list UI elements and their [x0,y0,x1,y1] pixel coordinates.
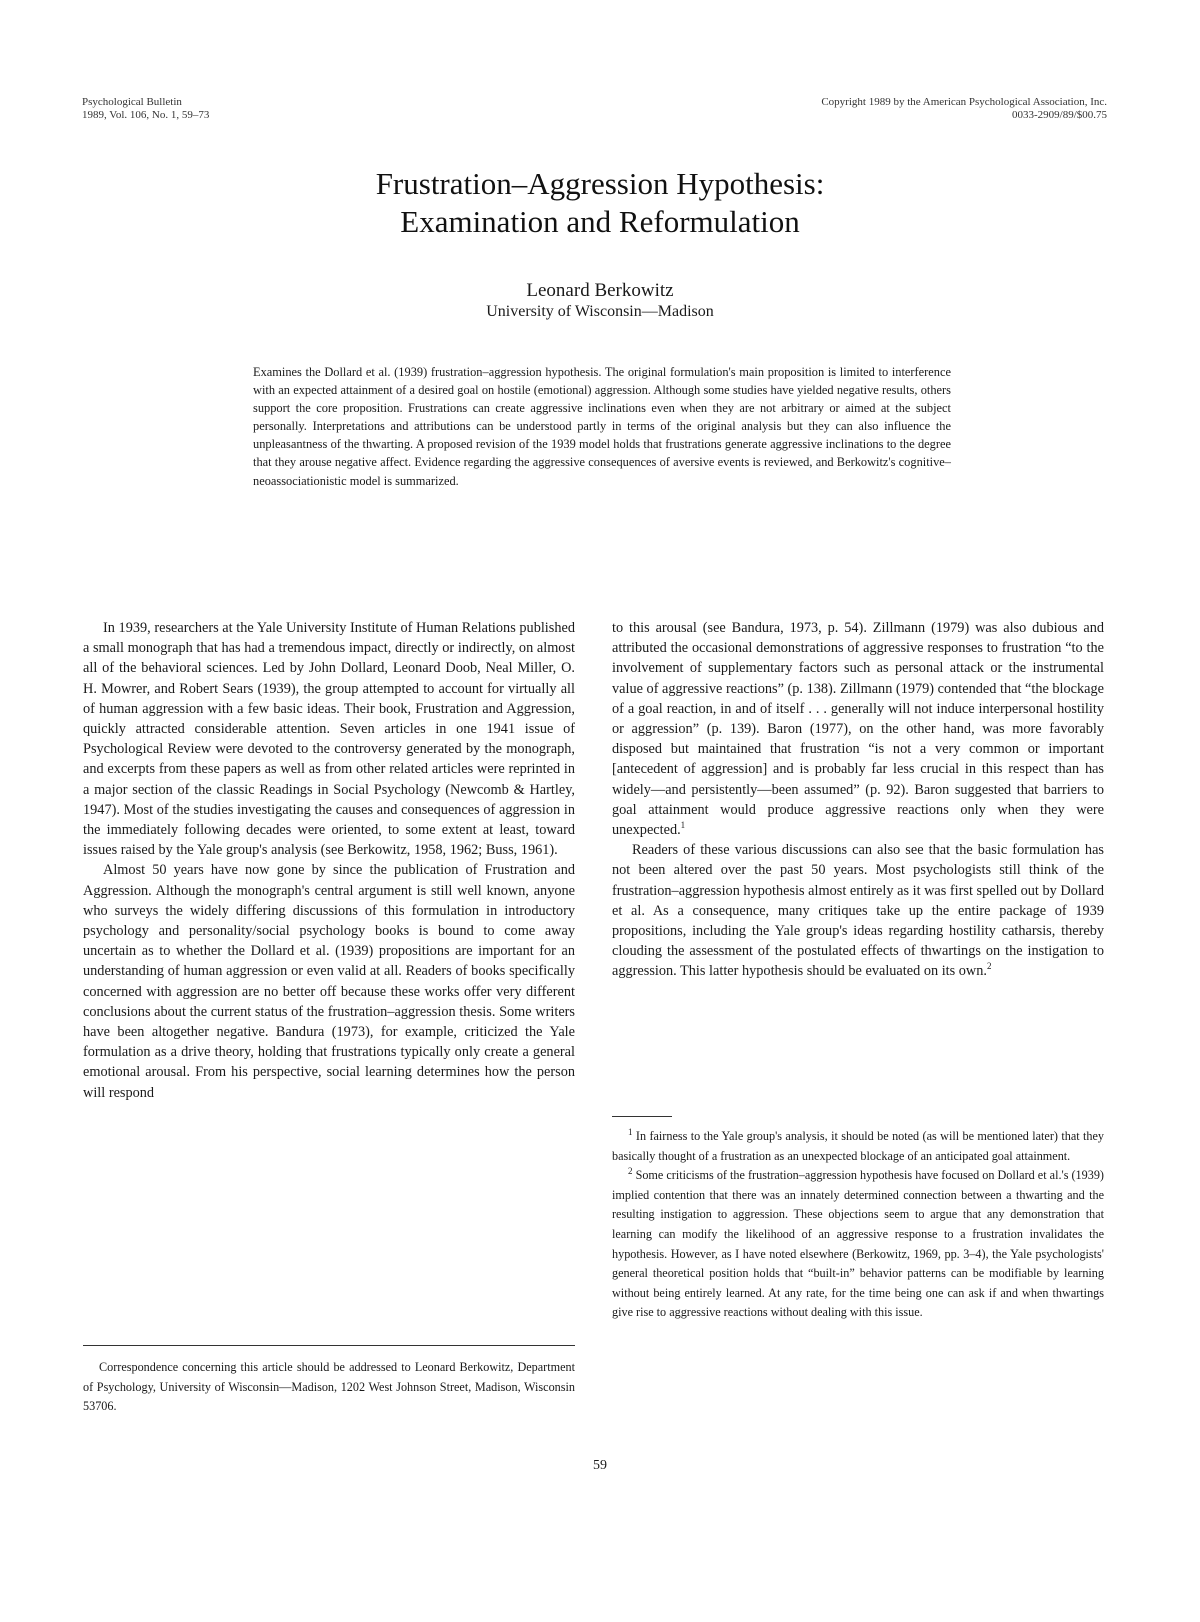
footnote-2 [612,1166,1104,1323]
author-block [0,280,1200,322]
author-affiliation: University of Wisconsin—Madison [486,303,714,320]
body-paragraph [612,618,1104,840]
footnote-1 [612,1127,1104,1166]
correspondence-note [83,1358,575,1417]
footnote-ref: 1 [680,820,686,831]
paragraph-text: to this arousal (see Bandura, 1973, p. 54). Zillmann (1979) was also dubious and attributed the occasional demonstrations of aggressive responses to frustration “to the involvement of supplementary factors such as personal attack or the instrumental value of aggressive reactions” (p. 138). Zillmann (1979) contended that “the blockage of a goal reaction, in and of itself . . . generally will not induce interpersonal hostility or aggression” (p. 139). Baron (1977), on the other hand, was more favorably disposed but maintained that frustration “is not a very common or important [antecedent of aggression] and is probably far less crucial in this respect than has widely—and persistently—been assumed” (p. 92). Baron suggested that barriers to goal attainment would produce aggressive reactions only when they were unexpected. [612,620,1104,839]
copyright-line: Copyright 1989 by the American Psychological Association, Inc. [821,96,1107,108]
journal-name: Psychological Bulletin [82,96,182,108]
footnote-mark: 1 [628,1126,633,1137]
footnote-ref: 2 [986,961,992,972]
journal-header [82,96,209,122]
body-paragraph [612,840,1104,981]
correspondence-text: Correspondence concerning this article should be addressed to Leonard Berkowitz, Department of Psychology, University of Wisconsin—Madison, 1202 West Johnson Street, Madison, Wisconsin 53706. [83,1360,575,1414]
author-name: Leonard Berkowitz [526,280,674,301]
body-column-right [612,618,1104,982]
body-paragraph: In 1939, researchers at the Yale University Institute of Human Relations published a small monograph that has had a tremendous impact, directly or indirectly, on almost all of the behavioral sciences. Led by John Dollard, Leonard Doob, Neal Miller, O. H. Mowrer, and Robert Sears (1939), the group attempted to account for virtually all of human aggression with a few basic ideas. Their book, Frustration and Aggression, quickly attracted considerable attention. Seven articles in one 1941 issue of Psychological Review were devoted to the controversy generated by the monograph, and excerpts from these papers as well as from other related articles were reprinted in a major section of the classic Readings in Social Psychology (Newcomb & Hartley, 1947). Most of the studies investigating the causes and consequences of aggression in the immediately following decades were oriented, to some extent at least, toward issues raised by the Yale group's analysis (see Berkowitz, 1958, 1962; Buss, 1961). [83,620,575,859]
correspondence-divider [83,1345,575,1346]
title-line-1: Frustration–Aggression Hypothesis: [375,166,825,201]
footnote-text: In fairness to the Yale group's analysis, it should be noted (as will be mentioned later) that they basically thought of a frustration as an unexpected blockage of an anticipated goal attainment. [612,1129,1105,1163]
footnote-mark: 2 [628,1166,633,1177]
paragraph-text: Readers of these various discussions can also see that the basic formulation has not been altered over the past 50 years. Most psychologists still think of the frustration–aggression hypothesis almost entirely as it was first spelled out by Dollard et al. As a consequence, many critiques take up the entire package of 1939 propositions, including the Yale group's ideas regarding hostility catharsis, thereby clouding the assessment of the postulated effects of thwartings on the instigation to aggression. This latter hypothesis should be evaluated on its own. [612,842,1104,980]
page-number: 59 [593,1458,607,1473]
journal-volume: 1989, Vol. 106, No. 1, 59–73 [82,109,210,121]
body-column-left [83,618,575,1103]
footnote-text: Some criticisms of the frustration–aggression hypothesis have focused on Dollard et al.'s (1939) implied contention that there was an innately determined connection between a thwarting and the resulting instigation to aggression. These objections seem to argue that any demonstration that learning can modify the likelihood of an aggressive response to a frustration invalidates the hypothesis. However, as I have noted elsewhere (Berkowitz, 1969, pp. 3–4), the Yale psychologists' general theoretical position holds that “built-in” behavior patterns can be modifiable by learning without being entirely learned. At any rate, for the time being one can ask if and when thwartings give rise to aggressive reactions without dealing with this issue. [612,1168,1104,1320]
title-line-2: Examination and Reformulation [400,204,800,239]
body-paragraph: Almost 50 years have now gone by since the publication of Frustration and Aggression. Although the monograph's central argument is still well known, anyone who surveys the widely differing discussions of this formulation in introductory psychology and personality/social psychology books is bound to come away uncertain as to whether the Dollard et al. (1939) propositions are important for an understanding of human aggression or even valid at all. Readers of books specifically concerned with aggression are no better off because these works offer very different conclusions about the current status of the frustration–aggression thesis. Some writers have been altogether negative. Bandura (1973), for example, criticized the Yale formulation as a drive theory, holding that frustrations typically only create a general emotional arousal. From his perspective, social learning determines how the person will respond [83,862,575,1101]
issn-line: 0033-2909/89/$00.75 [1011,109,1107,121]
abstract: Examines the Dollard et al. (1939) frustration–aggression hypothesis. The original formulation's main proposition is limited to interference with an expected attainment of a desired goal on hostile (emotional) aggression. Although some studies have yielded negative results, others support the core proposition. Frustrations can create aggressive inclinations even when they are not arbitrary or aimed at the subject personally. Interpretations and attributions can be understood partly in terms of the original analysis but they can also influence the unpleasantness of the thwarting. A proposed revision of the 1939 model holds that frustrations generate aggressive inclinations to the degree that they arouse negative affect. Evidence regarding the aggressive consequences of aversive events is reviewed, and Berkowitz's cognitive–neoassociationistic model is summarized. [253,365,951,488]
footnotes [612,1127,1104,1323]
article-title [0,165,1200,241]
footnote-divider [612,1116,672,1117]
copyright-header [821,96,1107,122]
